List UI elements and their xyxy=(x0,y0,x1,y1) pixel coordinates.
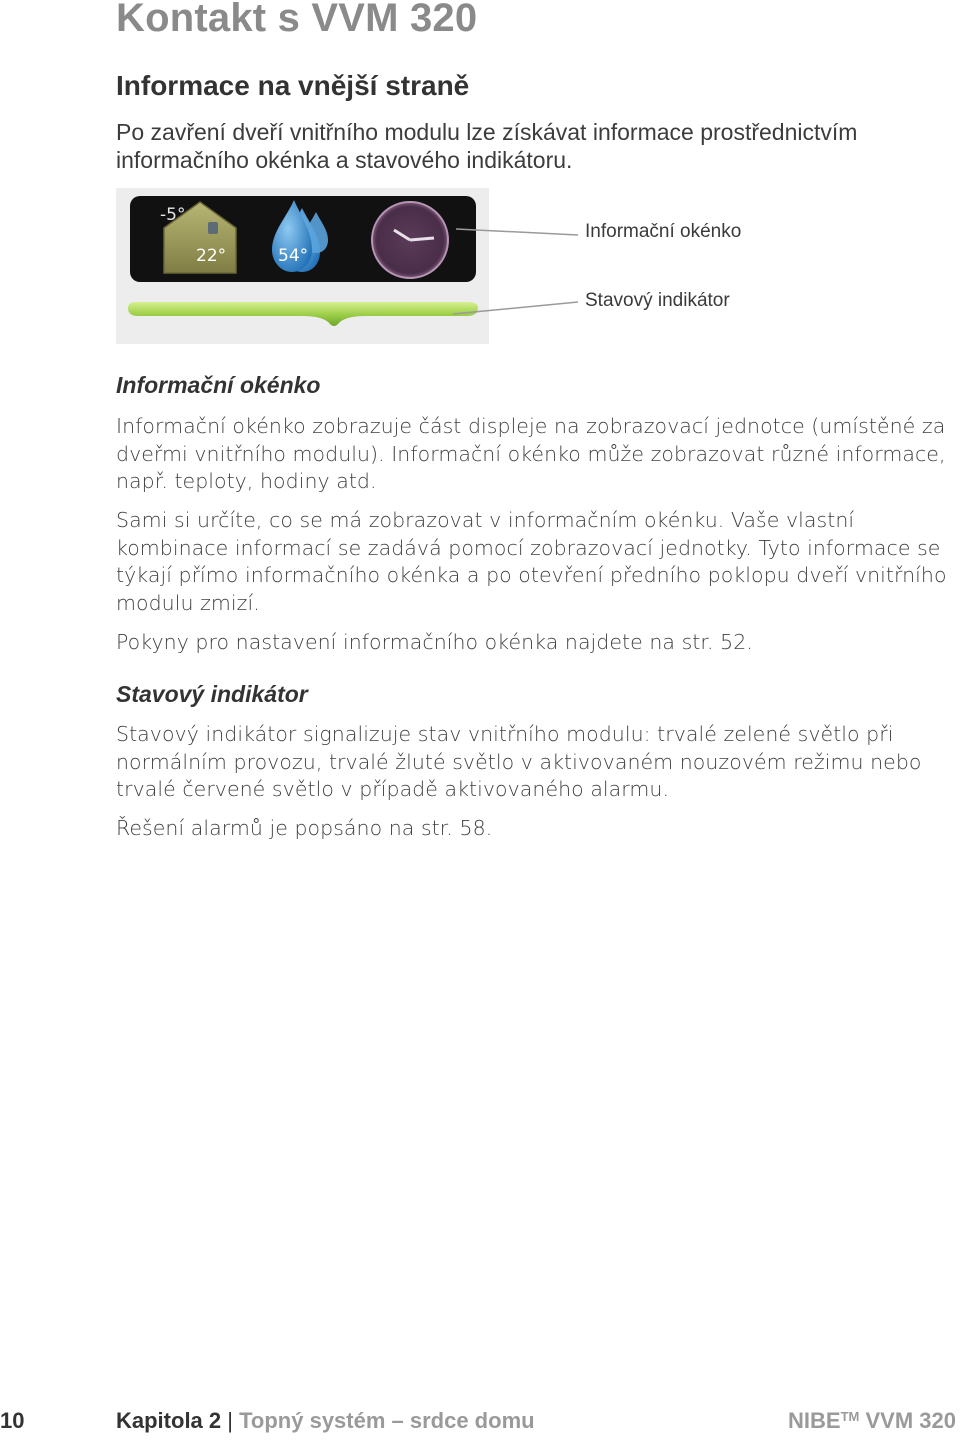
model-name: VVM 320 xyxy=(865,1408,956,1433)
water-temp-label: 54° xyxy=(278,246,309,266)
heading-status-indicator: Stavový indikátor xyxy=(116,681,308,707)
heading-info-window: Informační okénko xyxy=(116,372,321,398)
outdoor-temp-label: -5° xyxy=(160,205,186,225)
brand-name: NIBE xyxy=(788,1408,841,1433)
callout-status-indicator: Stavový indikátor xyxy=(585,290,730,311)
callout-leaders xyxy=(0,0,960,360)
paragraph: Pokyny pro nastavení informačního okénka najdete na str. 52. xyxy=(116,630,753,654)
paragraph: Sami si určíte, co se má zobrazovat v informačním okénku. Vaše vlastní kombinace informací se zadává pomocí zobrazovací jednotky. Tyto informace se týkají přímo informačního okénka a po otevření předního poklopu dveří vnitřního modulu zmizí. xyxy=(116,508,947,615)
indoor-temp-label: 22° xyxy=(196,246,227,266)
section-subtitle: Informace na vnější straně xyxy=(116,70,470,101)
paragraph: Řešení alarmů je popsáno na str. 58. xyxy=(116,816,493,840)
chapter-label: Kapitola 2 xyxy=(116,1408,222,1433)
footer-brand xyxy=(788,1408,956,1434)
callout-info-window: Informační okénko xyxy=(585,221,742,242)
page-number: 10 xyxy=(0,1408,25,1433)
intro-paragraph: Po zavření dveří vnitřního modulu lze získávat informace prostřednictvím informačního okénka a stavového indikátoru. xyxy=(116,119,858,173)
paragraph: Informační okénko zobrazuje část displeje na zobrazovací jednotce (umístěné za dveřmi vnitřního modulu). Informační okénko může zobrazovat různé informace, např. teploty, hodiny atd. xyxy=(116,414,946,493)
paragraph: Stavový indikátor signalizuje stav vnitřního modulu: trvalé zelené světlo při normálním provozu, trvalé žluté světlo v aktivovaném nouzovém režimu nebo trvalé červené světlo v případě aktivovaného alarmu. xyxy=(116,722,922,801)
footer-chapter xyxy=(116,1408,535,1434)
footer-separator: | xyxy=(227,1408,233,1433)
trademark-mark: TM xyxy=(840,1409,860,1424)
page-title: Kontakt s VVM 320 xyxy=(116,0,478,40)
chapter-title: Topný systém – srdce domu xyxy=(239,1408,535,1433)
